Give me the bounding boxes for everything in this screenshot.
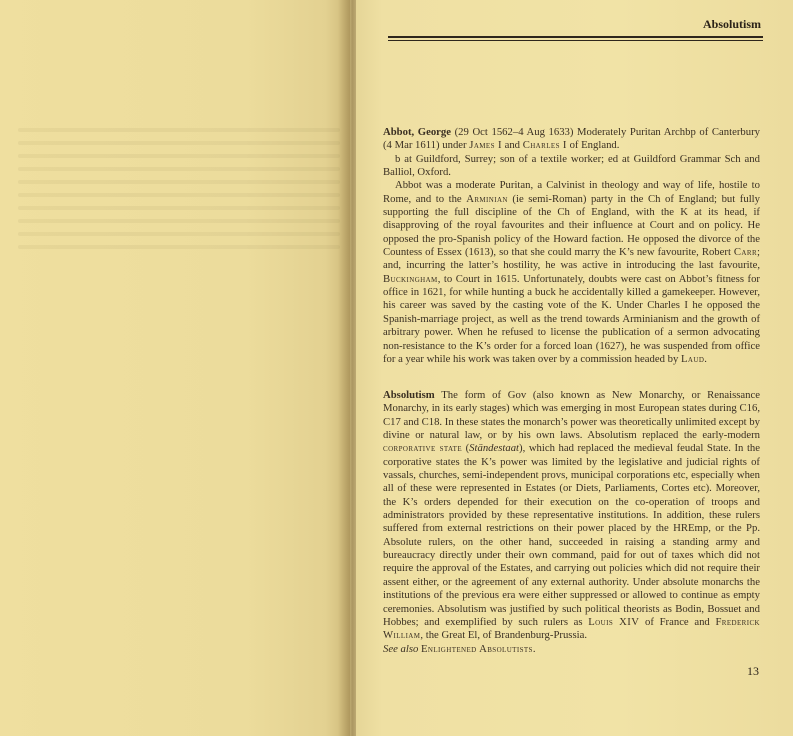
bleed-through-line bbox=[18, 206, 340, 210]
page-number: 13 bbox=[747, 664, 759, 678]
bleed-through-line bbox=[18, 141, 340, 145]
entry-abbot-para-2: b at Guildford, Surrey; son of a textile worker; ed at Guildford Grammar Sch and Balliol, Oxford. bbox=[383, 152, 760, 179]
entry-text: , the Great El, of Brandenburg-Prussia. bbox=[420, 629, 587, 642]
entry-headword: Absolutism bbox=[383, 389, 435, 401]
cross-reference: corporative state bbox=[383, 442, 463, 455]
entry-text: . bbox=[532, 642, 536, 655]
entry-text: Abbot was a moderate Puritan, a Calvinist in theology and way of life, hostile to Rome, and to the bbox=[383, 179, 760, 205]
bleed-through-line bbox=[18, 180, 340, 184]
entry-text: of England. bbox=[566, 139, 620, 152]
bleed-through-line bbox=[18, 167, 340, 171]
entry-absolutism-para-1 bbox=[383, 389, 760, 643]
cross-reference: Frederick William bbox=[383, 615, 760, 642]
cross-reference: Louis XIV bbox=[588, 615, 640, 628]
entry-abbot-para-3 bbox=[383, 179, 760, 366]
entry-text: The form of Gov (also known as New Monarchy, or Renaissance Monarchy, in its early stages) which was emerging in most European states during C16, C17 and C18. In these states the monarch’s power was theoretically unlimited except by divine or natural law, or by his own laws. Absolutism replaced the early-modern bbox=[383, 389, 760, 442]
see-also-line bbox=[383, 643, 760, 656]
cross-reference: Charles I bbox=[522, 139, 567, 152]
bleed-through-line bbox=[18, 128, 340, 132]
entry-text: (ie semi-Roman) party in the Ch of England; but fully supporting the full discipline of the Ch of England, with the K at its head, if disapproving of the royal favourites and their influence at Court and on policy. He opposed the pro-Spanish policy of the Howard faction. He opposed the divorce of the Countess of Essex (1613), so that she could marry the K’s new favourite, Robert bbox=[383, 192, 760, 259]
entry-text: ; and, incurring the latter’s hostility, he was active in introducing the last favourite, bbox=[383, 246, 760, 272]
entry-abbot-para-1 bbox=[383, 126, 760, 153]
bleed-through-line bbox=[18, 232, 340, 236]
entry-abbot bbox=[383, 126, 760, 366]
bleed-through-line bbox=[18, 193, 340, 197]
entry-text: , to Court in 1615. Unfortunately, doubts were cast on Abbot’s fitness for office in 1621, for while hunting a buck he accidentally killed a gamekeeper. However, his career was saved by the casting vote of the K. Under Charles I he opposed the Spanish-marriage project, as well as the trend towards Arminianism and the growth of arbitrary power. When he refused to license the publication of a sermon advocating non-resistance to the K’s order for a forced loan (1627), he was suspended from office for a year while his work was taken over by a commission headed by bbox=[383, 272, 760, 365]
cross-reference: James I bbox=[469, 139, 502, 152]
entry-text: and bbox=[501, 139, 523, 152]
bleed-through-line bbox=[18, 154, 340, 158]
bleed-through-line bbox=[18, 245, 340, 249]
cross-reference: Buckingham bbox=[383, 272, 438, 285]
cross-reference: Laud bbox=[680, 352, 705, 365]
italic-term: Ständestaat bbox=[469, 442, 520, 455]
running-head: Absolutism bbox=[702, 17, 761, 31]
entry-absolutism bbox=[383, 389, 760, 656]
cross-reference: Arminian bbox=[466, 192, 508, 205]
entry-text: ), which had replaced the medieval feudal State. In the corporative states the K’s power was limited by the legislative and judicial rights of vassals, churches, semi-independent provs, municipal corporations etc, especially when all of these were represented in Estates (or Diets, Parliaments, Cortes etc). Moreover, the K’s orders depended for their execution on the co-operation of troops and administrators provided by these representative institutions. In addition, these rulers suffered from external restrictions on their power placed by the HREmp, or the Pp. Absolute rulers, on the other hand, succeeded in raising a standing army and bureaucracy directly under their own command, paid for out of taxes which did not require the approval of the Estates, and carrying out policies which did not require their assent either, or the agreement of any external authority. Under absolute monarchs the institutions of the previous era were either suppressed or allowed to continue as empty ceremonies. Absolutism was justified by such political theorists as Bodin, Bossuet and Hobbes; and exemplified by such rulers as bbox=[383, 442, 760, 628]
cross-reference: Carr bbox=[733, 246, 758, 259]
entry-text: ( bbox=[462, 442, 470, 455]
right-page bbox=[356, 0, 793, 736]
entry-text: (29 Oct 1562–4 Aug 1633) Moderately Puritan Archbp of Canterbury (4 Mar 1611) under bbox=[383, 126, 760, 152]
entry-text: of France and bbox=[639, 615, 716, 628]
entry-text: . bbox=[704, 352, 707, 365]
left-page bbox=[0, 0, 350, 736]
bleed-through-line bbox=[18, 219, 340, 223]
see-also-label: See also bbox=[383, 642, 419, 655]
cross-reference: Enlightened Absolutists bbox=[421, 642, 533, 655]
entry-headword: Abbot, George bbox=[383, 126, 452, 138]
header-rule bbox=[388, 36, 763, 41]
